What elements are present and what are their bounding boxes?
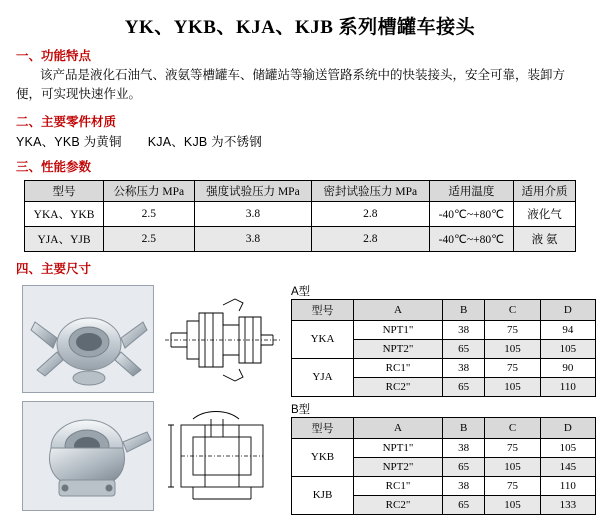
perf-cell: 液 氨 [514, 226, 576, 251]
features-paragraph: 该产品是液化石油气、液氨等槽罐车、储罐站等输送管路系统中的快装接头，安全可靠，装卸方便，可实现快速作业。 [16, 68, 566, 102]
a-col-d: D [540, 299, 595, 320]
b-col-c: C [485, 417, 540, 438]
b-col-model: 型号 [292, 417, 354, 438]
a-cell: 65 [442, 377, 484, 396]
a-cell: NPT1" [354, 320, 443, 339]
perf-col-model: 型号 [25, 180, 104, 201]
a-col-a: A [354, 299, 443, 320]
b-cell: 38 [442, 438, 484, 457]
b-cell: NPT1" [354, 438, 443, 457]
b-cell: 105 [485, 495, 540, 514]
type-b-label: B型 [291, 403, 311, 416]
a-cell: 65 [442, 339, 484, 358]
a-cell: NPT2" [354, 339, 443, 358]
b-model: YKB [292, 438, 354, 476]
a-cell: RC1" [354, 358, 443, 377]
product-photo-b [22, 401, 154, 511]
perf-cell: 3.8 [194, 201, 311, 226]
b-cell: 65 [442, 457, 484, 476]
section-heading-performance: 三、性能参数 [16, 159, 92, 174]
perf-cell: 2.5 [104, 201, 195, 226]
a-cell: 105 [485, 377, 540, 396]
b-model: KJB [292, 476, 354, 514]
b-cell: NPT2" [354, 457, 443, 476]
a-col-b: B [442, 299, 484, 320]
table-header-row [292, 299, 596, 320]
material-line [16, 132, 600, 150]
section-heading-dimension: 四、主要尺寸 [16, 261, 92, 276]
a-cell: 75 [485, 320, 540, 339]
b-col-d: D [540, 417, 595, 438]
table-row [292, 358, 596, 377]
perf-cell: 液化气 [514, 201, 576, 226]
perf-cell: -40℃~+80℃ [429, 201, 514, 226]
b-cell: 133 [540, 495, 595, 514]
a-cell: RC2" [354, 377, 443, 396]
material-right: KJA、KJB 为不锈钢 [147, 134, 262, 149]
perf-cell: 3.8 [194, 226, 311, 251]
type-a-label: A型 [291, 285, 311, 298]
performance-table [24, 180, 576, 252]
section-heading-features: 一、功能特点 [16, 49, 92, 63]
b-cell: 105 [485, 457, 540, 476]
a-cell: 75 [485, 358, 540, 377]
a-model: YKA [292, 320, 354, 358]
a-cell: 105 [540, 339, 595, 358]
a-cell: 110 [540, 377, 595, 396]
b-col-b: B [442, 417, 484, 438]
a-cell: 38 [442, 358, 484, 377]
type-b-table [291, 417, 596, 515]
b-cell: 145 [540, 457, 595, 476]
material-left: YKA、YKB 为黄铜 [16, 134, 122, 149]
b-cell: RC2" [354, 495, 443, 514]
a-cell: 105 [485, 339, 540, 358]
coupling-photo-a-art [23, 286, 154, 393]
perf-cell: YJA、YJB [25, 226, 104, 251]
page-title: YK、YKB、KJA、KJB 系列槽罐车接头 [124, 17, 476, 38]
a-cell: 94 [540, 320, 595, 339]
b-cell: 105 [540, 438, 595, 457]
product-photo-a [22, 285, 154, 393]
table-header-row [25, 180, 576, 201]
table-row [25, 201, 576, 226]
perf-col-seal-pressure: 密封试验压力 MPa [312, 180, 429, 201]
line-drawing-b-art [165, 407, 280, 505]
perf-cell: 2.5 [104, 226, 195, 251]
line-drawing-a [165, 291, 280, 387]
b-cell: 38 [442, 476, 484, 495]
b-cell: 110 [540, 476, 595, 495]
a-col-model: 型号 [292, 299, 354, 320]
table-row [292, 476, 596, 495]
b-col-a: A [354, 417, 443, 438]
perf-col-nominal-pressure: 公称压力 MPa [104, 180, 195, 201]
perf-col-medium: 适用介质 [514, 180, 576, 201]
table-header-row [292, 417, 596, 438]
b-cell: 75 [485, 476, 540, 495]
dimension-area [0, 283, 600, 516]
table-row [25, 226, 576, 251]
table-row [292, 320, 596, 339]
perf-cell: -40℃~+80℃ [429, 226, 514, 251]
table-row [292, 438, 596, 457]
section-heading-material: 二、主要零件材质 [16, 114, 117, 129]
a-col-c: C [485, 299, 540, 320]
perf-cell: YKA、YKB [25, 201, 104, 226]
b-cell: RC1" [354, 476, 443, 495]
type-a-table [291, 299, 596, 397]
perf-cell: 2.8 [312, 226, 429, 251]
b-cell: 65 [442, 495, 484, 514]
a-cell: 90 [540, 358, 595, 377]
perf-col-strength-pressure: 强度试验压力 MPa [194, 180, 311, 201]
a-cell: 38 [442, 320, 484, 339]
perf-col-temperature: 适用温度 [429, 180, 514, 201]
perf-cell: 2.8 [312, 201, 429, 226]
line-drawing-a-art [165, 291, 280, 387]
a-model: YJA [292, 358, 354, 396]
b-cell: 75 [485, 438, 540, 457]
line-drawing-b [165, 407, 280, 505]
coupling-photo-b-art [23, 402, 154, 511]
